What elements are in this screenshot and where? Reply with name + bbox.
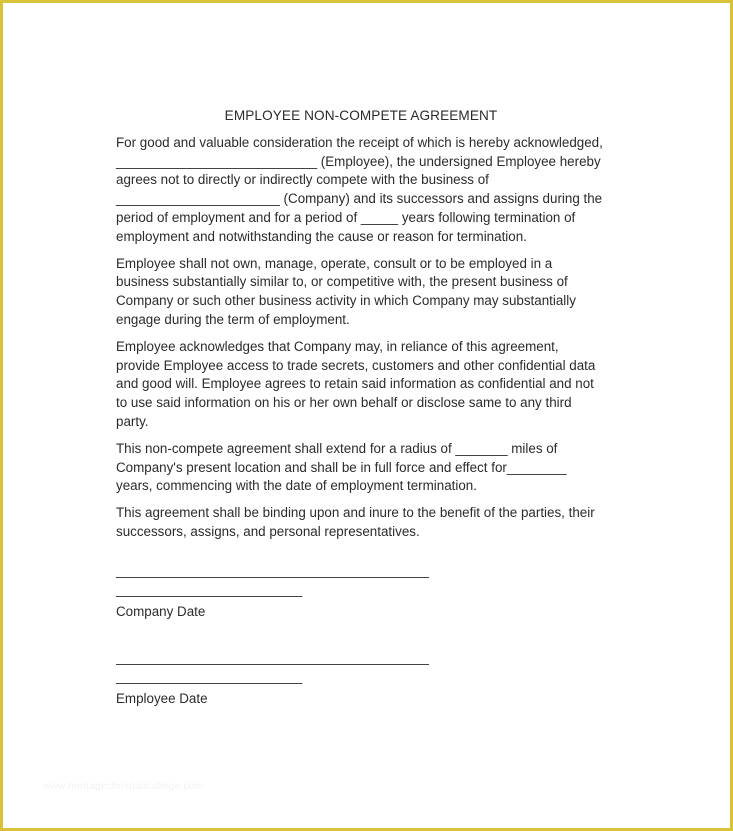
document-title: EMPLOYEE NON-COMPETE AGREEMENT bbox=[224, 108, 498, 123]
employee-date-label: Employee Date bbox=[116, 690, 208, 706]
company-signature-line: __________________________________________ bbox=[116, 562, 429, 578]
paragraph-radius: This non-compete agreement shall extend for a radius of _______ miles of Company's present location and shall be in full force and effect for________ years, commencing with the date of employment termination. bbox=[116, 440, 567, 494]
employee-date-line: _________________________ bbox=[116, 668, 303, 684]
paragraph-restrictions: Employee shall not own, manage, operate, consult or to be employed in a business substantially similar to, or competitive with, the present business of Company or such other business activity in which Company may substantially engage during the term of employment. bbox=[116, 255, 576, 327]
paragraph-consideration: For good and valuable consideration the receipt of which is hereby acknowledged, ___________________________ (Employee), the undersigned Employee hereby agrees not to directly or indirectly compete with the business of ______________________ (Company) and its successors and assigns during the period of employment and for a period of _____ years following termination of employment and notwithstanding the cause or reason for termination. bbox=[116, 134, 603, 244]
paragraph-confidentiality: Employee acknowledges that Company may, in reliance of this agreement, provide Employee access to trade secrets, customers and other confidential data and good will. Employee agrees to retain said information as confidential and not to use said information on his or her own behalf or disclose same to any third party. bbox=[116, 338, 596, 429]
watermark-text: www.heritagechristiancollege.com bbox=[43, 781, 204, 792]
company-date-line: _________________________ bbox=[116, 581, 303, 597]
employee-signature-block bbox=[116, 649, 606, 709]
company-signature-block bbox=[116, 562, 606, 622]
employee-signature-line: __________________________________________ bbox=[116, 649, 429, 665]
document-body bbox=[116, 107, 606, 708]
company-date-label: Company Date bbox=[116, 603, 206, 619]
paragraph-binding: This agreement shall be binding upon and inure to the benefit of the parties, their successors, assigns, and personal representatives. bbox=[116, 505, 595, 539]
